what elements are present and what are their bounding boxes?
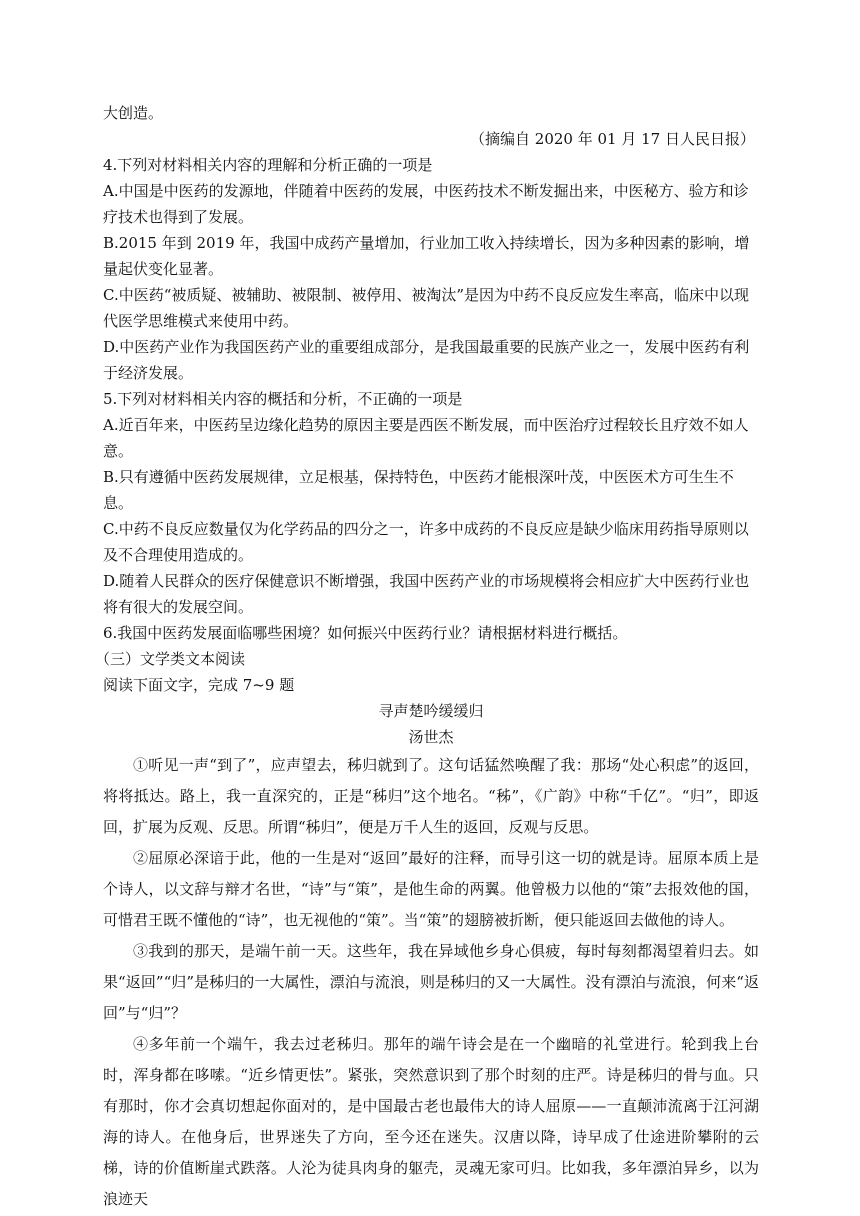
story-paragraph-4: ④多年前一个端午，我去过老秭归。那年的端午诗会是在一个幽暗的礼堂进行。轮到我上台时，浑身都在哆嗦。“近乡情更怯”。紧张，突然意识到了那个时刻的庄严。诗是秭归的骨与血。只有那时，你才会真切想起你面对的，是中国最古老也最伟大的诗人屈原——一直颠沛流离于江河湖海的诗人。在他身后，世界迷失了方向，至今还在迷失。汉唐以降，诗早成了仕途进阶攀附的云梯，诗的价值断崖式跌落。人沦为徒具肉身的躯壳，灵魂无家可归。比如我，多年漂泊异乡，以为浪迹天 [103, 1035, 759, 1208]
question-5-option-d: D.随着人民群众的医疗保健意识不断增强，我国中医药产业的市场规模将会相应扩大中医药行业也将有很大的发展空间。 [103, 572, 750, 616]
document-page [95, 100, 759, 1215]
question-4-option-b: B.2015 年到 2019 年，我国中成药产量增加，行业加工收入持续增长，因为多种因素的影响，增量起伏变化显著。 [103, 234, 750, 278]
intro-tail: 大创造。 [103, 104, 164, 122]
story-title: 寻声楚吟缓缓归 [378, 702, 484, 720]
question-5-option-c: C.中药不良反应数量仅为化学药品的四分之一，许多中成药的不良反应是缺少临床用药指导原则以及不合理使用造成的。 [103, 520, 749, 564]
story-paragraph-3: ③我到的那天，是端午前一天。这些年，我在异域他乡身心俱疲，每时每刻都渴望着归去。如果“返回”“归”是秭归的一大属性，漂泊与流浪，则是秭归的又一大属性。没有漂泊与流浪，何来“返回”与“归”？ [103, 942, 759, 1022]
question-5-option-a: A.近百年来，中医药呈边缘化趋势的原因主要是西医不断发展，而中医治疗过程较长且疗效不如人意。 [103, 416, 749, 460]
question-5-stem: 5.下列对材料相关内容的概括和分析，不正确的一项是 [103, 390, 463, 408]
question-4-option-d: D.中医药产业作为我国医药产业的重要组成部分，是我国最重要的民族产业之一，发展中医药有利于经济发展。 [103, 338, 750, 382]
section-heading: （三）文学类文本阅读 [95, 650, 246, 668]
story-author: 汤世杰 [408, 728, 454, 746]
question-6: 6.我国中医药发展面临哪些困境？如何振兴中医药行业？请根据材料进行概括。 [103, 624, 628, 642]
question-4 [103, 152, 759, 386]
story-paragraph-2: ②屈原必深谙于此，他的一生是对“返回”最好的注释，而导引这一切的就是诗。屈原本质上是个诗人，以文辞与辩才名世，“诗”与“策”，是他生命的两翼。他曾极力以他的“策”去报效他的国，可惜君王既不懂他的“诗”，也无视他的“策”。当“策”的翅膀被折断，便只能返回去做他的诗人。 [103, 849, 759, 929]
question-4-option-a: A.中国是中医药的发源地，伴随着中医药的发展，中医药技术不断发掘出来，中医秘方、验方和诊疗技术也得到了发展。 [103, 182, 749, 226]
story-paragraph-1: ①听见一声“到了”，应声望去，秭归就到了。这句话猛然唤醒了我：那场“处心积虑”的返回，将将抵达。路上，我一直深究的，正是“秭归”这个地名。“秭”，《广韵》中称“千亿”。“归”，即返回，扩展为反观、反思。所谓“秭归”，便是万千人生的返回，反观与反思。 [103, 756, 759, 836]
question-4-option-c: C.中医药“被质疑、被辅助、被限制、被停用、被淘汰”是因为中药不良反应发生率高，临床中以现代医学思维模式来使用中药。 [103, 286, 750, 330]
source-note: （摘编自 2020 年 01 月 17 日人民日报） [470, 130, 755, 148]
story [103, 698, 759, 1215]
question-4-stem: 4.下列对材料相关内容的理解和分析正确的一项是 [103, 156, 433, 174]
question-5-option-b: B.只有遵循中医药发展规律，立足根基，保持特色，中医药才能根深叶茂，中医医术方可生生不息。 [103, 468, 734, 512]
question-5 [103, 386, 759, 620]
reading-instruction: 阅读下面文字，完成 7~9 题 [103, 676, 295, 694]
